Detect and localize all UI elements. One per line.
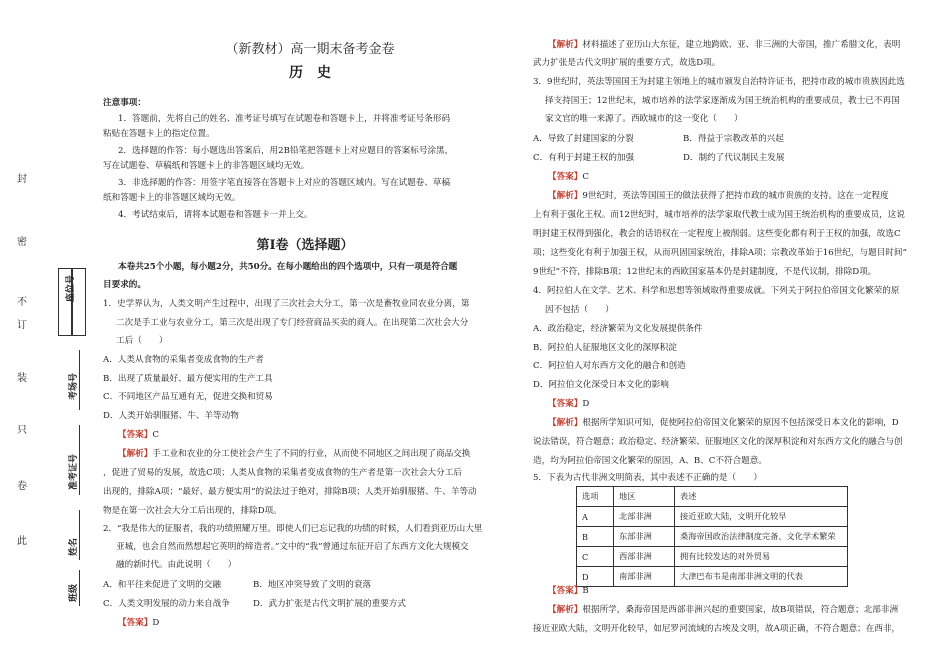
- q2-option-a[interactable]: A．和平往来促进了文明的交融: [103, 580, 221, 590]
- q2-analysis: 【解析】材料描述了亚历山大东征，建立地跨欧、亚、非三洲的大帝国，推广希腊文化，表明: [548, 40, 901, 50]
- q5-answer-value: B: [582, 586, 589, 596]
- q3-option-b[interactable]: B．得益于宗教改革的兴起: [683, 134, 784, 144]
- q4-option-b[interactable]: B．阿拉伯人征服地区文化的深厚积淀: [533, 343, 677, 353]
- seal-char: 此: [17, 536, 27, 547]
- q4-analysis: 【解析】根据所学知识可知，促使阿拉伯帝国文化繁荣的原因不包括深受日本文化的影响，D: [548, 418, 899, 428]
- table-header-cell: 表述: [675, 487, 848, 507]
- q2-answer-value: D: [152, 618, 160, 628]
- q1-analysis-line: ，促进了贸易的发展，故选C项；人类从食物的采集者变成食物的生产者是第一次社会大分工后: [103, 468, 462, 478]
- q1-option-c[interactable]: C．不同地区产品互通有无，促进交换和贸易: [103, 392, 273, 402]
- table-row: [577, 507, 848, 527]
- ticket-number-line[interactable]: [79, 425, 81, 495]
- q3-stem: 择支持国王；12世纪末，城市培养的法学家逐渐成为国王统治机构的重要成员，教士已不再国: [545, 96, 900, 106]
- q3-stem: 家文官的唯一来源了。西欧城市的这一变化（ ）: [545, 114, 743, 124]
- q3-analysis: 【解析】9世纪时，英法等国国王的做法获得了把持市政的城市贵族的支持。这在一定程度: [548, 191, 889, 201]
- q2-stem: 亚城，也会自然而然想起它英明的缔造者。”文中的“我”曾通过东征开启了东西方文化大规模交: [116, 542, 469, 552]
- q3-analysis-line: 项；这些变化有利于加强王权，从而巩固国家统治，排除A项；宗教改革始于16世纪，与题目时间“: [533, 248, 907, 258]
- table-cell: D: [577, 567, 614, 587]
- q3-option-a[interactable]: A．导致了封建国家的分裂: [533, 134, 634, 144]
- q1-analysis-line: 出现的，排除A项；“最好、最方便实用”的说法过于绝对，排除B项；人类开始驯服猪、牛、羊等动: [103, 487, 477, 497]
- q4-answer-value: D: [582, 399, 590, 409]
- analysis-tag: 【解析】: [548, 191, 583, 201]
- notice-line: 1．答题前，先将自己的姓名、准考证号填写在试题卷和答题卡上，并将准考证号条形码: [118, 114, 451, 124]
- analysis-tag: 【解析】: [548, 40, 583, 50]
- q2-analysis-line: 武力扩张是古代文明扩展的重要方式，故选D项。: [533, 58, 721, 68]
- q3-answer-value: C: [582, 172, 589, 182]
- notice-line: 粘贴在答题卡上的指定位置。: [103, 129, 215, 139]
- exam-room-line[interactable]: [79, 350, 81, 410]
- analysis-tag: 【解析】: [548, 418, 583, 428]
- class-line[interactable]: [79, 570, 81, 606]
- ticket-number-label: 准考证号: [69, 453, 79, 490]
- q1-option-d[interactable]: D．人类开始驯服猪、牛、羊等动物: [103, 411, 239, 421]
- q2-stem: 融的新时代。由此说明（ ）: [116, 560, 237, 570]
- q4-stem: 因不包括（ ）: [545, 305, 614, 315]
- answer-tag: 【答案】: [548, 172, 583, 182]
- table-cell: 拥有比较发达的对外贸易: [675, 547, 848, 567]
- table-row: [577, 527, 848, 547]
- exam-room-label: 考场号: [69, 372, 79, 400]
- notice-line: 4．考试结束后，请将本试题卷和答题卡一并上交。: [118, 210, 313, 220]
- q1-option-a[interactable]: A．人类从食物的采集者变成食物的生产者: [103, 355, 264, 365]
- q2-option-c[interactable]: C．人类文明发展的动力来自战争: [103, 599, 230, 609]
- table-cell: B: [577, 527, 614, 547]
- q4-option-d[interactable]: D．阿拉伯文化深受日本文化的影响: [533, 380, 669, 390]
- q1-stem: 工后（ ）: [116, 336, 168, 346]
- seal-char: 只: [17, 425, 27, 436]
- table-cell: 北部非洲: [614, 507, 675, 527]
- q5-stem: 5．下表为古代非洲文明简表，其中表述不正确的是（ ）: [533, 473, 762, 483]
- analysis-tag: 【解析】: [548, 605, 583, 615]
- seal-char: 订: [17, 320, 27, 331]
- table-row: [577, 567, 848, 587]
- analysis-tag: 【解析】: [118, 449, 153, 459]
- q1-analysis-line: 物是在第一次社会大分工后出现的，排除D项。: [103, 506, 282, 516]
- q4-analysis-line: 造，均为阿拉伯帝国文化繁荣的原因，A、B、C不符合题意。: [533, 456, 767, 466]
- notice-line: 2．选择题的作答：每小题选出答案后，用2B铅笔把答题卡上对应题目的答案标号涂黑，: [118, 146, 454, 156]
- q3-analysis-line: 上有利于强化王权。而12世纪时，城市培养的法学家取代教士成为国王统治机构的重要成员，这说: [533, 210, 905, 220]
- q4-option-a[interactable]: A．政治稳定，经济繁荣为文化发展提供条件: [533, 324, 703, 334]
- table-cell: 桑海帝国政治法律制度完备、文化学术繁荣: [675, 527, 848, 547]
- seal-char: 不: [17, 297, 27, 308]
- q2-stem: 2．“我是伟大的征服者，我的功绩照耀万里。即使人们已忘记我的功绩的时候，人们看到亚历山大里: [103, 524, 483, 534]
- africa-civilization-table: [576, 486, 848, 587]
- notice-line: 纸和答题卡上的非答题区域均无效。: [103, 193, 241, 203]
- subject-title: 历 史: [289, 65, 331, 81]
- table-cell: 东部非洲: [614, 527, 675, 547]
- q2-answer: [118, 618, 159, 629]
- name-label: 姓名: [69, 537, 79, 556]
- q1-answer-value: C: [152, 430, 159, 440]
- section-title: 第Ⅰ卷（选择题）: [256, 238, 354, 253]
- q2-option-d[interactable]: D．武力扩张是古代文明扩展的重要方式: [253, 599, 406, 609]
- q4-stem: 4．阿拉伯人在文学、艺术、科学和思想等领域取得重要成就。下列关于阿拉伯帝国文化繁荣的原: [533, 286, 900, 296]
- table-header-row: [577, 487, 848, 507]
- seal-char: 封: [17, 174, 27, 185]
- q3-option-d[interactable]: D．制约了代议制民主发展: [683, 153, 785, 163]
- class-label: 班级: [69, 583, 79, 602]
- q1-answer: [118, 430, 159, 441]
- seal-char: 装: [17, 373, 27, 384]
- q1-stem: 1．史学界认为，人类文明产生过程中，出现了三次社会大分工，第一次是畜牧业同农业分离，第: [103, 299, 470, 309]
- q4-option-c[interactable]: C．阿拉伯人对东西方文化的融合和创造: [533, 361, 686, 371]
- section-intro: 目要求的。: [103, 280, 146, 290]
- q2-option-b[interactable]: B．地区冲突导致了文明的衰落: [253, 580, 372, 590]
- q1-option-b[interactable]: B．出现了质量最好、最方便实用的生产工具: [103, 374, 273, 384]
- table-header-cell: 选项: [577, 487, 614, 507]
- q1-stem: 二次是手工业与农业分工，第三次是出现了专门经营商品买卖的商人。在出现第二次社会大分: [116, 318, 469, 328]
- seal-char: 卷: [17, 481, 27, 492]
- answer-tag: 【答案】: [548, 399, 583, 409]
- table-cell: 大津巴布韦是南部非洲文明的代表: [675, 567, 848, 587]
- table-cell: C: [577, 547, 614, 567]
- q4-answer: [548, 399, 589, 410]
- q5-analysis: 【解析】根据所学，桑海帝国是西部非洲兴起的重要国家，故B项错误，符合题意；北部非洲: [548, 605, 899, 615]
- q3-answer: [548, 172, 589, 183]
- exam-title: （新教材）高一期末备考金卷: [225, 42, 395, 57]
- q3-stem: 3．9世纪时，英法等国国王为封建主领地上的城市颁发自治特许证书，把持市政的城市贵族因此选: [533, 77, 905, 87]
- seat-number-label: 座位号: [66, 274, 76, 302]
- seal-char: 密: [17, 237, 27, 248]
- table-header-cell: 地区: [614, 487, 675, 507]
- table-cell: 西部非洲: [614, 547, 675, 567]
- table-row: [577, 547, 848, 567]
- q3-analysis-line: 9世纪”不符，排除B项；12世纪末的西欧国家基本仍是封建制度，不是代议制，排除D项。: [533, 267, 877, 277]
- table-cell: A: [577, 507, 614, 527]
- q4-analysis-line: 说法错误，符合题意；政治稳定、经济繁荣、征服地区文化的深厚积淀和对东西方文化的融合与创: [533, 437, 903, 447]
- table-cell: 接近亚欧大陆，文明开化较早: [675, 507, 848, 527]
- table-cell: 南部非洲: [614, 567, 675, 587]
- answer-tag: 【答案】: [548, 586, 583, 596]
- q3-option-c[interactable]: C．有利于封建王权的加强: [533, 153, 635, 163]
- q5-answer: [548, 586, 589, 597]
- section-intro: 本卷共25个小题，每小题2分，共50分。在每小题给出的四个选项中，只有一项是符合题: [118, 262, 458, 272]
- notice-line: 3．非选择题的作答：用签字笔直接答在答题卡上对应的答题区域内。写在试题卷、草稿: [118, 178, 451, 188]
- q1-analysis: 【解析】手工业和农业的分工使社会产生了不同的行业，从而使不同地区之间出现了商品交换: [118, 449, 471, 459]
- name-line[interactable]: [79, 510, 81, 560]
- q5-analysis-line: 接近亚欧大陆，文明开化较早，如尼罗河流域的古埃及文明，故A项正确，不符合题意；在西非，: [533, 624, 901, 634]
- answer-tag: 【答案】: [118, 618, 153, 628]
- answer-tag: 【答案】: [118, 430, 153, 440]
- notice-heading: 注意事项：: [103, 98, 146, 108]
- q3-analysis-line: 明封建王权得到强化，教会的话语权在一定程度上被削弱。这些变化都有利于王权的加强，故选C: [533, 229, 901, 239]
- notice-line: 写在试题卷、草稿纸和答题卡上的非答题区域均无效。: [103, 161, 310, 171]
